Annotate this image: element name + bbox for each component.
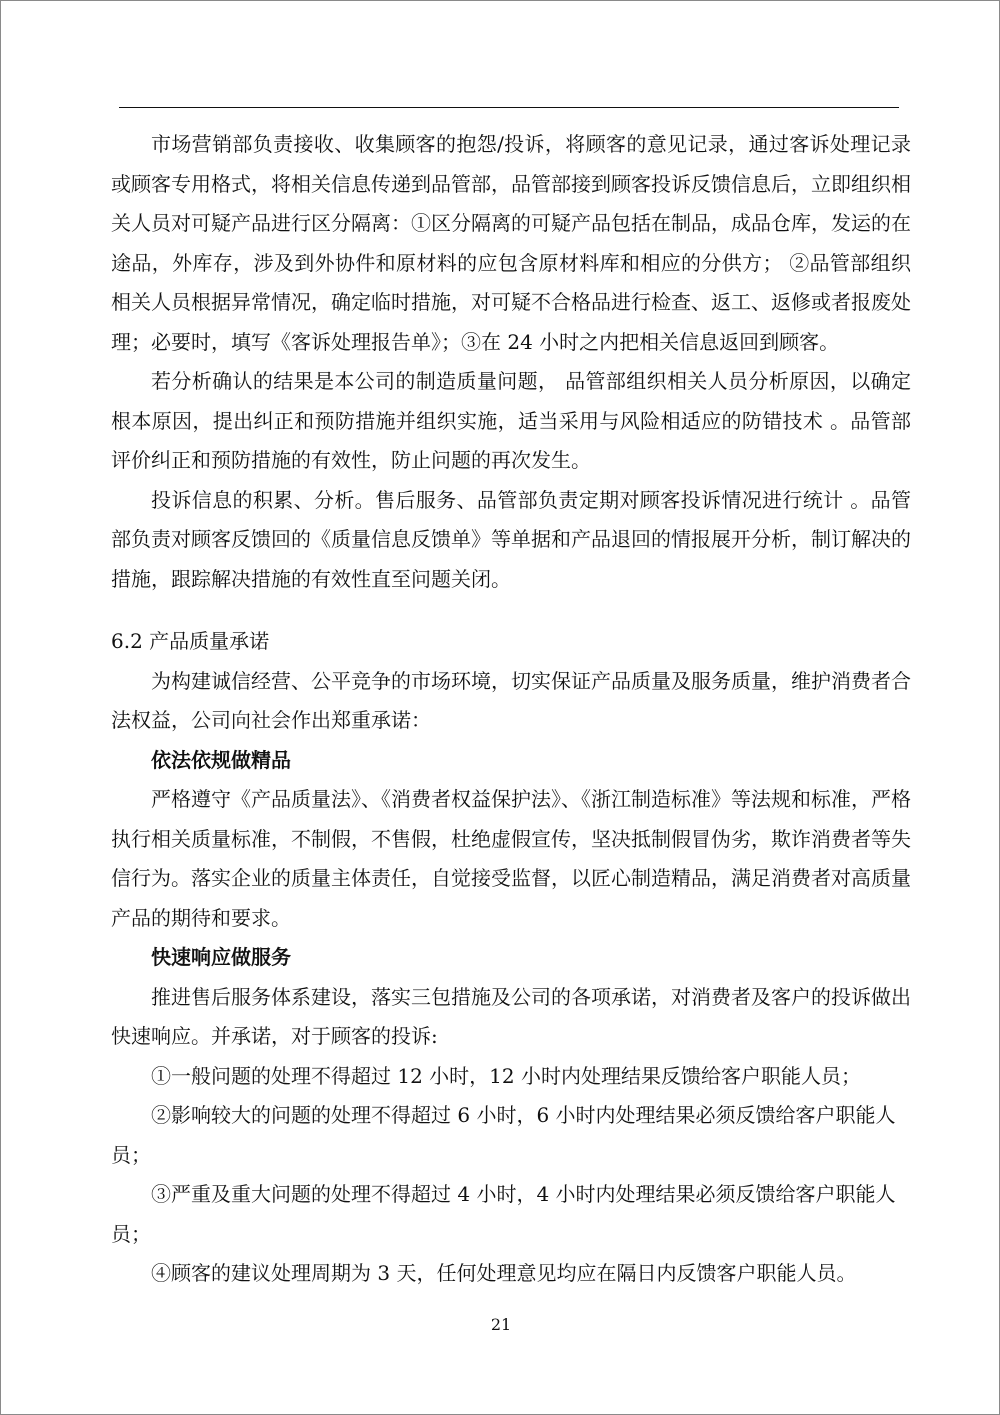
subsection-body-service: 推进售后服务体系建设，落实三包措施及公司的各项承诺，对消费者及客户的投诉做出快速响应。并承诺，对于顾客的投诉: bbox=[111, 984, 911, 1048]
subsection-body-quality: 严格遵守《产品质量法》、《消费者权益保护法》、《浙江制造标准》等法规和标准，严格执行相关质量标准，不制假，不售假，杜绝虚假宣传，坚决抵制假冒伪劣，欺诈消费者等失信行为。落实企业的质量主体责任，自觉接受监督，以匠心制造精品，满足消费者对高质量产品的期待和要求。 bbox=[111, 787, 911, 930]
header-rule bbox=[119, 107, 899, 108]
page-body bbox=[111, 125, 911, 1294]
commitment-item: ②影响较大的问题的处理不得超过 6 小时，6 小时内处理结果必须反馈给客户职能人员； bbox=[111, 1103, 896, 1167]
paragraph-root-cause: 若分析确认的结果是本公司的制造质量问题， 品管部组织相关人员分析原因，以确定根本原因，提出纠正和预防措施并组织实施，适当采用与风险相适应的防错技术 。品管部评价纠正和预防措施的有效性，防止问题的再次发生。 bbox=[111, 369, 911, 472]
section-title: 6.2 产品质量承诺 bbox=[111, 629, 270, 653]
paragraph-complaint-analysis: 投诉信息的积累、分析。售后服务、品管部负责定期对顾客投诉情况进行统计 。品管部负责对顾客反馈回的《质量信息反馈单》等单据和产品退回的情报展开分析，制订解决的措施，跟踪解决措施的有效性直至问题关闭。 bbox=[111, 487, 911, 591]
subsection-title-service: 快速响应做服务 bbox=[151, 945, 291, 969]
commitment-item: ①一般问题的处理不得超过 12 小时，12 小时内处理结果反馈给客户职能人员； bbox=[151, 1063, 861, 1088]
paragraph-complaint-handling: 市场营销部负责接收、收集顾客的抱怨/投诉，将顾客的意见记录，通过客诉处理记录或顾客专用格式，将相关信息传递到品管部，品管部接到顾客投诉反馈信息后，立即组织相关人员对可疑产品进行区分隔离：①区分隔离的可疑产品包括在制品，成品仓库，发运的在途品，外库存，涉及到外协件和原材料的应包含原材料库和相应的分供方； ②品管部组织相关人员根据异常情况，确定临时措施，对可疑不合格品进行检查、返工、返修或者报废处理；必要时，填写《客诉处理报告单》；③在 24 小时之内把相关信息返回到顾客。 bbox=[111, 132, 911, 354]
commitment-item: ③严重及重大问题的处理不得超过 4 小时，4 小时内处理结果必须反馈给客户职能人员； bbox=[111, 1182, 896, 1246]
commitment-item: ④顾客的建议处理周期为 3 天，任何处理意见均应在隔日内反馈客户职能人员。 bbox=[151, 1261, 857, 1285]
subsection-title-quality: 依法依规做精品 bbox=[151, 747, 291, 772]
section-intro: 为构建诚信经营、公平竞争的市场环境，切实保证产品质量及服务质量，维护消费者合法权益，公司向社会作出郑重承诺： bbox=[111, 668, 911, 732]
page-number: 21 bbox=[490, 1315, 512, 1334]
